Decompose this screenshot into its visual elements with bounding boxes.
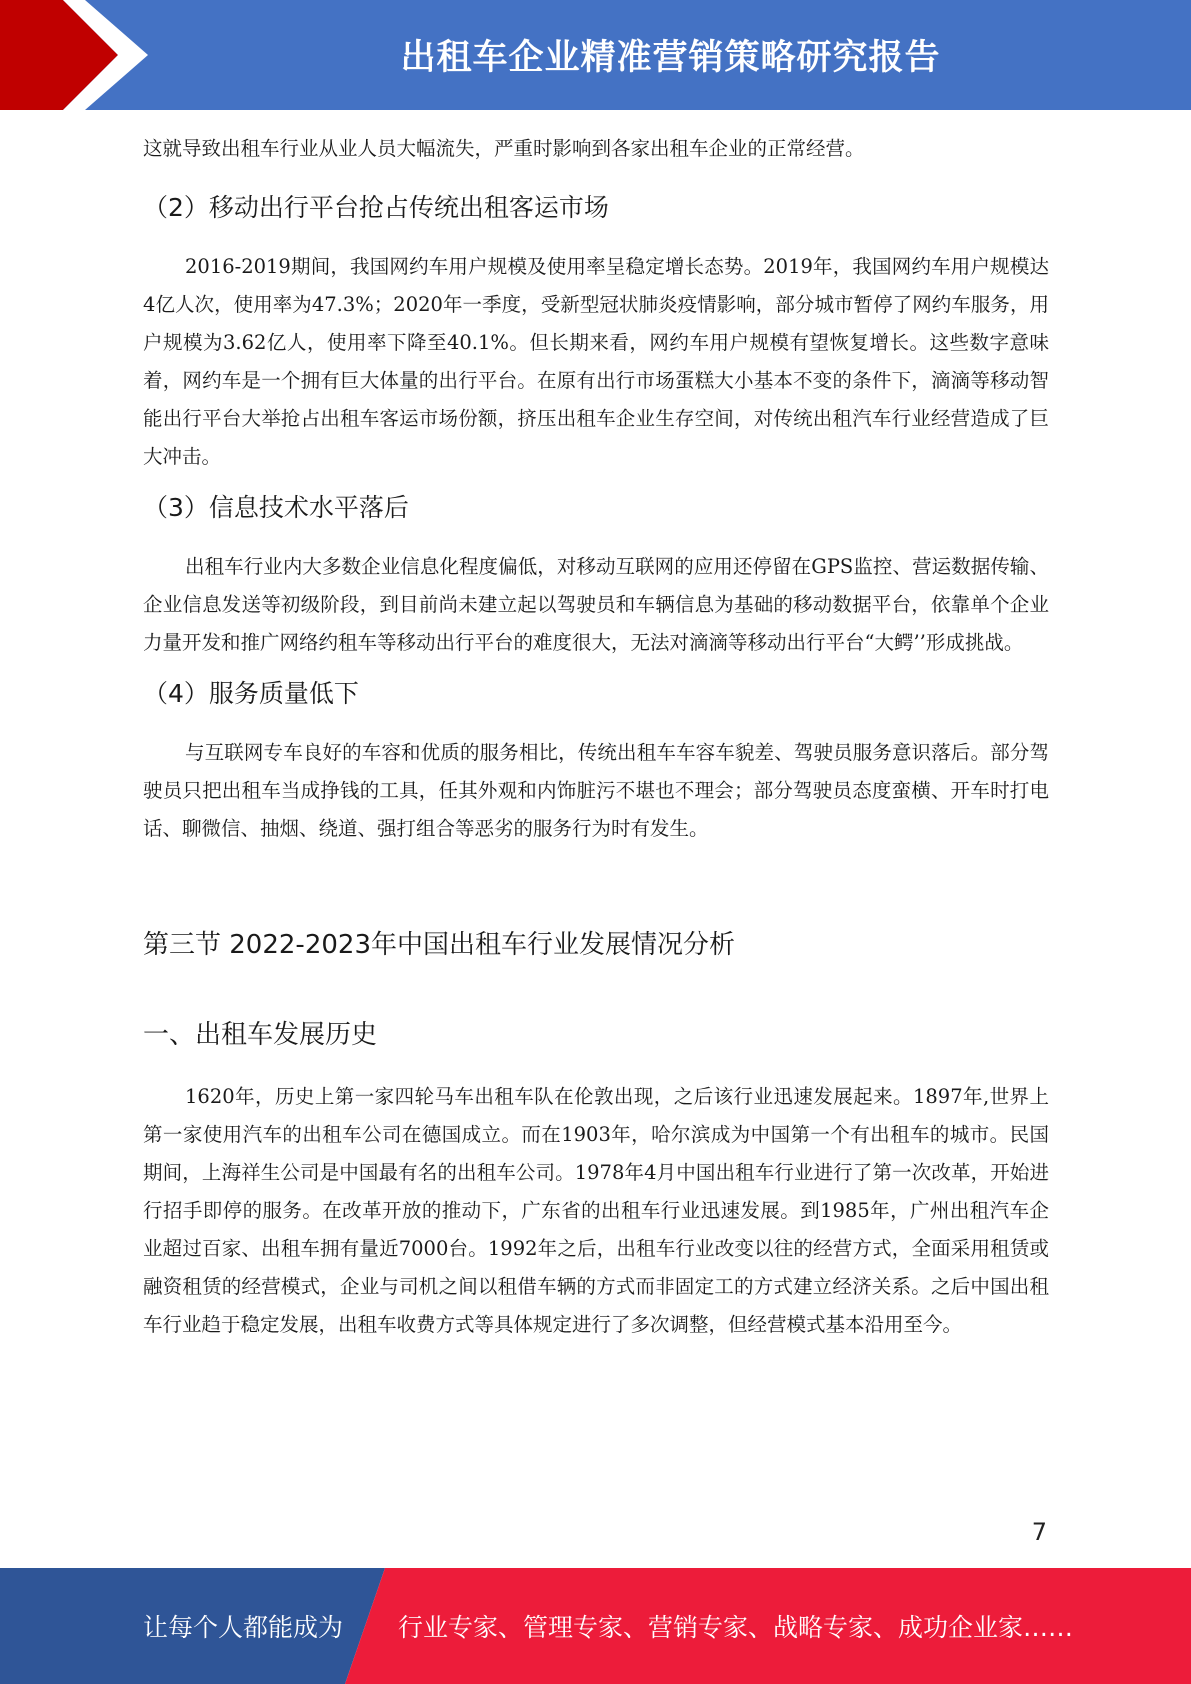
paragraph-taxi-history: 1620年，历史上第一家四轮马车出租车队在伦敦出现，之后该行业迅速发展起来。1897年,世界上第一家使用汽车的出租车公司在德国成立。而在1903年，哈尔滨成为中国第一个有出租车的城市。民国期间，上海祥生公司是中国最有名的出租车公司。1978年4月中国出租车行业进行了第一次改革，开始进行招手即停的服务。在改革开放的推动下，广东省的出租车行业迅速发展。到1985年，广州出租汽车企业超过百家、出租车拥有量近7000台。1992年之后，出租车行业改变以往的经营方式，全面采用租赁或融资租赁的经营模式，企业与司机之间以租借车辆的方式而非固定工的方式建立经济关系。之后中国出租车行业趋于稳定发展，出租车收费方式等具体规定进行了多次调整，但经营模式基本沿用至今。 <box>143 1085 1049 1336</box>
heading-service-quality: （4）服务质量低下 <box>143 679 359 708</box>
section-title: 第三节 2022-2023年中国出租车行业发展情况分析 <box>143 930 735 960</box>
report-title: 出租车企业精准营销策略研究报告 <box>400 38 941 78</box>
footer-banner <box>0 1568 1191 1684</box>
subsection-title: 一、出租车发展历史 <box>143 1020 378 1050</box>
paragraph-service-quality: 与互联网专车良好的车容和优质的服务相比，传统出租车车容车貌差、驾驶员服务意识落后。部分驾驶员只把出租车当成挣钱的工具，任其外观和内饰脏污不堪也不理会；部分驾驶员态度蛮横、开车时打电话、聊微信、抽烟、绕道、强打组合等恶劣的服务行为时有发生。 <box>143 741 1049 840</box>
heading-mobile-platform: （2）移动出行平台抢占传统出租客运市场 <box>143 193 609 222</box>
heading-it-level: （3）信息技术水平落后 <box>143 493 409 522</box>
footer-slogan-right: 行业专家、管理专家、营销专家、战略专家、成功企业家…… <box>398 1613 1074 1642</box>
page-number: 7 <box>1031 1518 1047 1546</box>
intro-paragraph: 这就导致出租车行业从业人员大幅流失，严重时影响到各家出租车企业的正常经营。 <box>143 137 865 160</box>
header-banner <box>0 0 1191 110</box>
paragraph-it-level: 出租车行业内大多数企业信息化程度偏低，对移动互联网的应用还停留在GPS监控、营运数据传输、企业信息发送等初级阶段，到目前尚未建立起以驾驶员和车辆信息为基础的移动数据平台，依靠单个企业力量开发和推广网络约租车等移动出行平台的难度很大，无法对滴滴等移动出行平台“大鳄’’形成挑战。 <box>143 555 1049 654</box>
paragraph-mobile-platform: 2016-2019期间，我国网约车用户规模及使用率呈稳定增长态势。2019年，我国网约车用户规模达4亿人次，使用率为47.3%；2020年一季度，受新型冠状肺炎疫情影响，部分城市暂停了网约车服务，用户规模为3.62亿人，使用率下降至40.1%。但长期来看，网约车用户规模有望恢复增长。这些数字意味着，网约车是一个拥有巨大体量的出行平台。在原有出行市场蛋糕大小基本不变的条件下，滴滴等移动智能出行平台大举抢占出租车客运市场份额，挤压出租车企业生存空间，对传统出租汽车行业经营造成了巨大冲击。 <box>143 255 1049 468</box>
footer-slogan-left: 让每个人都能成为 <box>143 1613 344 1642</box>
document-body <box>143 130 1049 1344</box>
